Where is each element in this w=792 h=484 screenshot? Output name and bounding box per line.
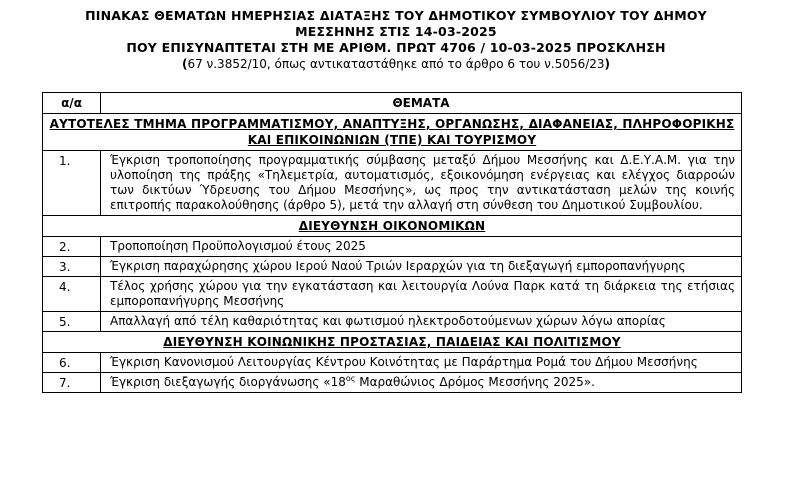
- table-row: [43, 373, 742, 393]
- item-text-part: Μαραθώνιος Δρόμος Μεσσήνης 2025».: [355, 375, 595, 389]
- item-text: Απαλλαγή από τέλη καθαριότητας και φωτισμού ηλεκτροδοτούμενων χώρων λόγω απορίας: [101, 312, 742, 332]
- section-row-social: [43, 332, 742, 353]
- item-text-part: Έγκριση διεξαγωγής διοργάνωσης «18: [110, 375, 346, 389]
- agenda-table: [42, 92, 742, 393]
- item-number: 6.: [43, 353, 101, 373]
- column-header-topics: ΘΕΜΑΤΑ: [101, 93, 742, 114]
- table-row: [43, 257, 742, 277]
- header-legal-note: [0, 56, 792, 72]
- document-header: [0, 8, 792, 72]
- column-header-number: α/α: [43, 93, 101, 114]
- item-number: 5.: [43, 312, 101, 332]
- table-row: [43, 353, 742, 373]
- header-title-line-2: ΜΕΣΣΗΝΗΣ ΣΤΙΣ 14-03-2025: [295, 24, 497, 39]
- item-number: 7.: [43, 373, 101, 393]
- header-title-line-1: ΠΙΝΑΚΑΣ ΘΕΜΑΤΩΝ ΗΜΕΡΗΣΙΑΣ ΔΙΑΤΑΞΗΣ ΤΟΥ ΔΗΜΟΤΙΚΟΥ ΣΥΜΒΟΥΛΙΟΥ ΤΟΥ ΔΗΜΟΥ: [85, 8, 707, 23]
- item-text: Τροποποίηση Προϋπολογισμού έτους 2025: [101, 237, 742, 257]
- section-row-planning: [43, 114, 742, 151]
- section-row-finance: [43, 216, 742, 237]
- legal-note-open-paren: (: [181, 57, 188, 71]
- table-row: [43, 312, 742, 332]
- item-text: [101, 373, 742, 393]
- item-number: 4.: [43, 277, 101, 312]
- section-title-planning: ΑΥΤΟΤΕΛΕΣ ΤΜΗΜΑ ΠΡΟΓΡΑΜΜΑΤΙΣΜΟΥ, ΑΝΑΠΤΥΞΗΣ, ΟΡΓΑΝΩΣΗΣ, ΔΙΑΦΑΝΕΙΑΣ, ΠΛΗΡΟΦΟΡΙΚΗΣ ΚΑΙ ΕΠΙΚΟΙΝΩΝΙΩΝ (ΤΠΕ) ΚΑΙ ΤΟΥΡΙΣΜΟΥ: [43, 114, 742, 151]
- section-title-social: ΔΙΕΥΘΥΝΣΗ ΚΟΙΝΩΝΙΚΗΣ ΠΡΟΣΤΑΣΙΑΣ, ΠΑΙΔΕΙΑΣ ΚΑΙ ΠΟΛΙΤΙΣΜΟΥ: [43, 332, 742, 353]
- section-title-finance: ΔΙΕΥΘΥΝΣΗ ΟΙΚΟΝΟΜΙΚΩΝ: [43, 216, 742, 237]
- header-invitation-line: ΠΟΥ ΕΠΙΣΥΝΑΠΤΕΤΑΙ ΣΤΗ ΜΕ ΑΡΙΘΜ. ΠΡΩΤ 4706 / 10-03-2025 ΠΡΟΣΚΛΗΣΗ: [126, 40, 666, 55]
- item-text: Έγκριση παραχώρησης χώρου Ιερού Ναού Τριών Ιεραρχών για τη διεξαγωγή εμποροπανήγυρης: [101, 257, 742, 277]
- item-number: 3.: [43, 257, 101, 277]
- table-row: [43, 151, 742, 216]
- table-header-row: [43, 93, 742, 114]
- item-text: Έγκριση τροποποίησης προγραμματικής σύμβασης μεταξύ Δήμου Μεσσήνης και Δ.Ε.Υ.Α.Μ. για την υλοποίηση της πράξης «Τηλεμετρία, αυτοματισμός, εξοικονόμηση ενέργειας και ελέγχος διαρροών των δικτύων Ύδρευσης του Δήμου Μεσσήνης», ως προς την αντικατάσταση μελών της κοινής επιτροπής παρακολούθησης (άρθρο 5), μετά την αλλαγή στη σύνθεση του Δημοτικού Συμβουλίου.: [101, 151, 742, 216]
- table-row: [43, 277, 742, 312]
- legal-note-close-paren: ): [604, 57, 611, 71]
- ordinal-suffix: ος: [345, 374, 356, 383]
- item-number: 1.: [43, 151, 101, 216]
- item-number: 2.: [43, 237, 101, 257]
- item-text: Έγκριση Κανονισμού Λειτουργίας Κέντρου Κοινότητας με Παράρτημα Ρομά του Δήμου Μεσσήνης: [101, 353, 742, 373]
- legal-note-text: 67 ν.3852/10, όπως αντικαταστάθηκε από το άρθρο 6 του ν.5056/23: [187, 57, 605, 71]
- item-text: Τέλος χρήσης χώρου για την εγκατάσταση και λειτουργία Λούνα Παρκ κατά τη διάρκεια της ετήσιας εμποροπανήγυρης Μεσσήνης: [101, 277, 742, 312]
- table-row: [43, 237, 742, 257]
